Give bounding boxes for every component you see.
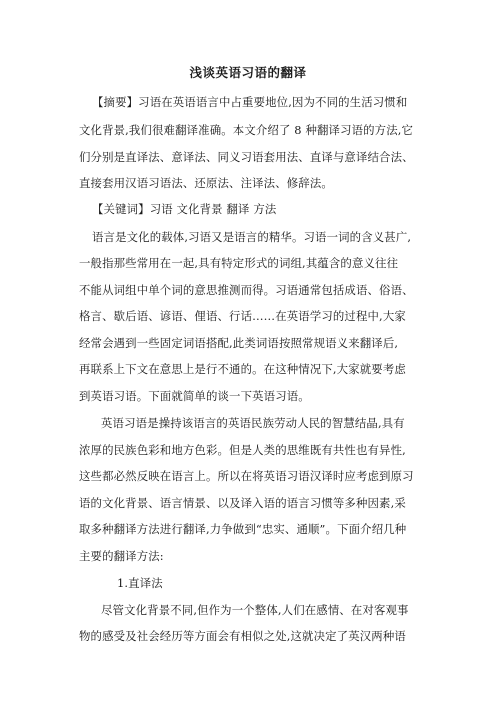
section-heading-1: 1.直译法 — [117, 576, 163, 590]
body-line-12: 取多种翻译方法进行翻译,力争做到“忠实、通顺”。下面介绍几种 — [79, 522, 407, 536]
body-line-8: 英语习语是操持该语言的英语民族劳动人民的智慧结晶,具有 — [101, 416, 405, 430]
abstract-line-2: 文化背景,我们很难翻译准确。本文介绍了 8 种翻译习语的方法,它 — [79, 123, 414, 137]
body-line-3: 不能从词组中单个词的意思推测而得。习语通常包括成语、俗语、 — [79, 283, 414, 297]
body-line-15: 物的感受及社会经历等方面会有相似之处,这就决定了英汉两种语 — [79, 629, 406, 643]
body-line-14: 尽管文化背景不同,但作为一个整体,人们在感情、在对客观事 — [101, 603, 409, 617]
body-line-13: 主要的翻译方法: — [79, 549, 164, 563]
body-line-11: 语的文化背景、语言情景、以及译入语的语言习惯等多种因素,采 — [79, 496, 406, 510]
abstract-line-4: 直接套用汉语习语法、还原法、注译法、修辞法。 — [79, 176, 333, 190]
body-line-5: 经常会遇到一些固定词语搭配,此类词语按照常规语义来翻译后, — [79, 336, 399, 350]
body-line-7: 到英语习语。下面就简单的谈一下英语习语。 — [79, 389, 310, 403]
body-line-2: 一般指那些常用在一起,具有特定形式的词组,其蕴含的意义往往 — [79, 256, 399, 270]
body-line-6: 再联系上下文在意思上是行不通的。在这种情况下,大家就要考虑 — [79, 362, 406, 376]
abstract-line-3: 们分别是直译法、意译法、同义习语套用法、直译与意译结合法、 — [79, 150, 414, 164]
abstract-line-1: 【摘要】习语在英语语言中占重要地位,因为不同的生活习惯和 — [92, 95, 408, 109]
body-line-9: 浓厚的民族色彩和地方色彩。但是人类的思维既有共性也有异性, — [79, 443, 406, 457]
body-line-1: 语言是文化的载体,习语又是语言的精华。习语一词的含义甚广, — [92, 230, 412, 244]
keywords-line: 【关键词】习语 文化背景 翻译 方法 — [92, 202, 277, 216]
body-line-4: 格言、歇后语、谚语、俚语、行话……在英语学习的过程中,大家 — [79, 309, 406, 323]
document-title: 浅谈英语习语的翻译 — [189, 65, 307, 80]
body-line-10: 这些都必然反映在语言上。所以在将英语习语汉译时应考虑到原习 — [79, 469, 414, 483]
